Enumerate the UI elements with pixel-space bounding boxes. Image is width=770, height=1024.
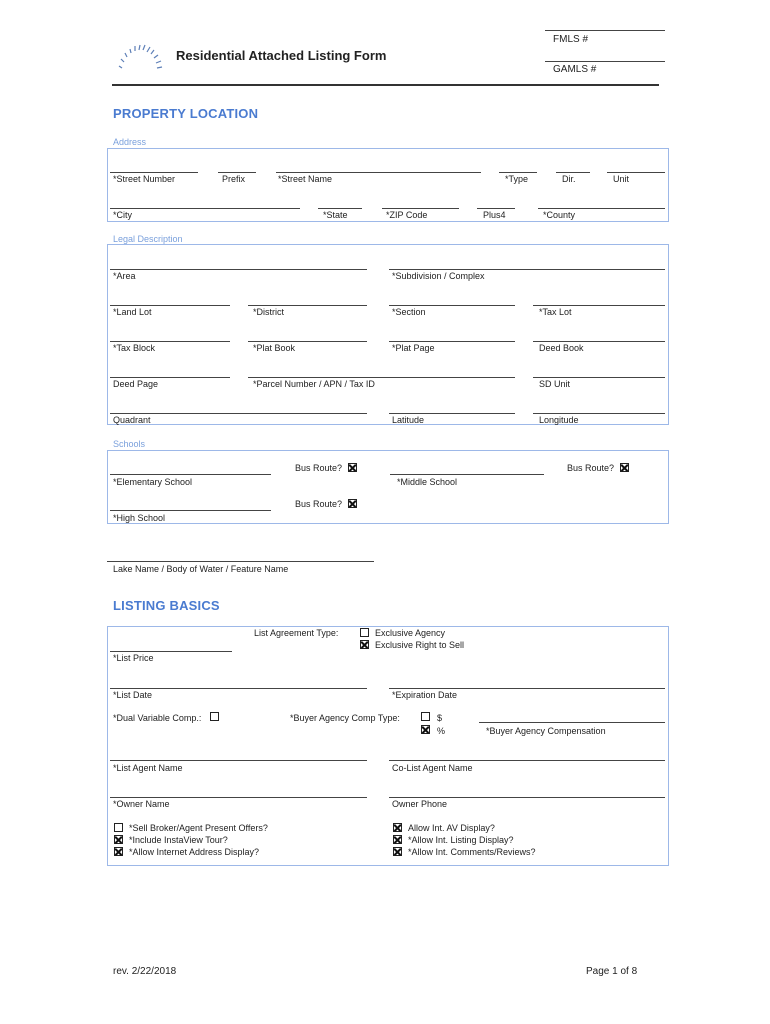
zip-field[interactable] bbox=[382, 208, 459, 209]
page-number: Page 1 of 8 bbox=[586, 966, 638, 977]
sell-broker-label: *Sell Broker/Agent Present Offers? bbox=[129, 823, 268, 833]
district-field[interactable] bbox=[248, 305, 367, 306]
high-school-label: *High School bbox=[113, 513, 166, 523]
expiration-date-field[interactable] bbox=[389, 688, 665, 689]
street-number-label: *Street Number bbox=[113, 174, 176, 184]
street-number-field[interactable] bbox=[110, 172, 198, 173]
comments-reviews-label: *Allow Int. Comments/Reviews? bbox=[408, 847, 536, 857]
elementary-school-field[interactable] bbox=[110, 474, 271, 475]
deed-book-label: Deed Book bbox=[539, 343, 584, 353]
subdivision-field[interactable] bbox=[389, 269, 665, 270]
av-display-checkbox[interactable] bbox=[393, 823, 402, 832]
dollar-label: $ bbox=[437, 713, 443, 723]
internet-address-label: *Allow Internet Address Display? bbox=[129, 847, 260, 857]
list-agent-field[interactable] bbox=[110, 760, 367, 761]
header-rule bbox=[112, 84, 659, 86]
district-label: *District bbox=[253, 307, 284, 317]
elementary-bus-route-label: Bus Route? bbox=[295, 463, 343, 473]
dir-label: Dir. bbox=[562, 174, 576, 184]
type-label: *Type bbox=[505, 174, 529, 184]
exclusive-agency-label: Exclusive Agency bbox=[375, 628, 446, 638]
sell-broker-checkbox[interactable] bbox=[114, 823, 123, 832]
listing-basics-title: LISTING BASICS bbox=[113, 598, 220, 613]
high-bus-route-label: Bus Route? bbox=[295, 499, 343, 509]
plat-book-field[interactable] bbox=[248, 341, 367, 342]
instaview-checkbox[interactable] bbox=[114, 835, 123, 844]
middle-school-field[interactable] bbox=[390, 474, 544, 475]
tax-lot-field[interactable] bbox=[533, 305, 665, 306]
high-bus-route-checkbox[interactable] bbox=[348, 499, 357, 508]
land-lot-label: *Land Lot bbox=[113, 307, 152, 317]
percent-checkbox[interactable] bbox=[421, 725, 430, 734]
quadrant-label: Quadrant bbox=[113, 415, 151, 425]
exclusive-agency-checkbox[interactable] bbox=[360, 628, 369, 637]
state-label: *State bbox=[323, 210, 348, 220]
list-agreement-type-label: List Agreement Type: bbox=[254, 628, 339, 638]
owner-name-field[interactable] bbox=[110, 797, 367, 798]
city-label: *City bbox=[113, 210, 133, 220]
county-field[interactable] bbox=[538, 208, 665, 209]
latitude-field[interactable] bbox=[389, 413, 515, 414]
lake-name-label: Lake Name / Body of Water / Feature Name bbox=[113, 564, 289, 574]
unit-label: Unit bbox=[613, 174, 630, 184]
area-label: *Area bbox=[113, 271, 136, 281]
subdivision-label: *Subdivision / Complex bbox=[392, 271, 485, 281]
middle-bus-route-checkbox[interactable] bbox=[620, 463, 629, 472]
buyer-agency-comp-label: *Buyer Agency Compensation bbox=[486, 726, 606, 736]
longitude-label: Longitude bbox=[539, 415, 579, 425]
section-label: *Section bbox=[392, 307, 426, 317]
schools-label: Schools bbox=[113, 439, 146, 449]
buyer-agency-comp-field[interactable] bbox=[479, 722, 665, 723]
tax-block-field[interactable] bbox=[110, 341, 230, 342]
county-label: *County bbox=[543, 210, 576, 220]
high-school-field[interactable] bbox=[110, 510, 271, 511]
type-field[interactable] bbox=[499, 172, 537, 173]
fmls-label: FMLS # bbox=[553, 34, 589, 45]
deed-page-field[interactable] bbox=[110, 377, 230, 378]
listing-display-checkbox[interactable] bbox=[393, 835, 402, 844]
deed-page-label: Deed Page bbox=[113, 379, 159, 389]
lake-name-field[interactable] bbox=[107, 561, 374, 562]
middle-bus-route-label: Bus Route? bbox=[567, 463, 615, 473]
internet-address-checkbox[interactable] bbox=[114, 847, 123, 856]
elementary-bus-route-checkbox[interactable] bbox=[348, 463, 357, 472]
plat-page-field[interactable] bbox=[389, 341, 515, 342]
list-date-field[interactable] bbox=[110, 688, 367, 689]
instaview-label: *Include InstaView Tour? bbox=[129, 835, 228, 845]
exclusive-right-checkbox[interactable] bbox=[360, 640, 369, 649]
prefix-label: Prefix bbox=[222, 174, 246, 184]
area-field[interactable] bbox=[110, 269, 367, 270]
revision-date: rev. 2/22/2018 bbox=[113, 966, 177, 977]
owner-phone-field[interactable] bbox=[389, 797, 665, 798]
list-price-field[interactable] bbox=[110, 651, 232, 652]
dual-variable-checkbox[interactable] bbox=[210, 712, 219, 721]
form-title: Residential Attached Listing Form bbox=[176, 48, 387, 63]
gamls-label: GAMLS # bbox=[553, 64, 597, 75]
fmls-line bbox=[545, 30, 665, 31]
land-lot-field[interactable] bbox=[110, 305, 230, 306]
plat-book-label: *Plat Book bbox=[253, 343, 296, 353]
zip-label: *ZIP Code bbox=[386, 210, 428, 220]
list-price-label: *List Price bbox=[113, 653, 154, 663]
latitude-label: Latitude bbox=[392, 415, 425, 425]
street-name-field[interactable] bbox=[276, 172, 481, 173]
parcel-field[interactable] bbox=[248, 377, 515, 378]
section-field[interactable] bbox=[389, 305, 515, 306]
co-list-agent-label: Co-List Agent Name bbox=[392, 763, 473, 773]
expiration-date-label: *Expiration Date bbox=[392, 690, 458, 700]
dir-field[interactable] bbox=[556, 172, 590, 173]
percent-label: % bbox=[437, 726, 446, 736]
company-logo-icon bbox=[116, 42, 164, 70]
av-display-label: Allow Int. AV Display? bbox=[408, 823, 495, 833]
elementary-school-label: *Elementary School bbox=[113, 477, 193, 487]
owner-name-label: *Owner Name bbox=[113, 799, 170, 809]
street-name-label: *Street Name bbox=[278, 174, 333, 184]
dual-variable-label: *Dual Variable Comp.: bbox=[113, 713, 202, 723]
schools-box bbox=[107, 450, 669, 524]
sd-unit-field[interactable] bbox=[533, 377, 665, 378]
legal-description-box bbox=[107, 244, 669, 425]
state-field[interactable] bbox=[318, 208, 362, 209]
middle-school-label: *Middle School bbox=[397, 477, 458, 487]
plus4-label: Plus4 bbox=[483, 210, 506, 220]
address-label: Address bbox=[113, 137, 147, 147]
prefix-field[interactable] bbox=[218, 172, 256, 173]
city-field[interactable] bbox=[110, 208, 300, 209]
sd-unit-label: SD Unit bbox=[539, 379, 571, 389]
list-agent-label: *List Agent Name bbox=[113, 763, 183, 773]
tax-lot-label: *Tax Lot bbox=[539, 307, 572, 317]
comments-reviews-checkbox[interactable] bbox=[393, 847, 402, 856]
unit-field[interactable] bbox=[607, 172, 665, 173]
listing-display-label: *Allow Int. Listing Display? bbox=[408, 835, 514, 845]
property-location-title: PROPERTY LOCATION bbox=[113, 106, 259, 121]
gamls-line bbox=[545, 61, 665, 62]
tax-block-label: *Tax Block bbox=[113, 343, 156, 353]
dollar-checkbox[interactable] bbox=[421, 712, 430, 721]
legal-description-label: Legal Description bbox=[113, 234, 183, 244]
list-date-label: *List Date bbox=[113, 690, 153, 700]
exclusive-right-label: Exclusive Right to Sell bbox=[375, 640, 465, 650]
quadrant-field[interactable] bbox=[110, 413, 367, 414]
buyer-agency-comp-type-label: *Buyer Agency Comp Type: bbox=[290, 713, 400, 723]
longitude-field[interactable] bbox=[533, 413, 665, 414]
deed-book-field[interactable] bbox=[533, 341, 665, 342]
co-list-agent-field[interactable] bbox=[389, 760, 665, 761]
owner-phone-label: Owner Phone bbox=[392, 799, 448, 809]
plus4-field[interactable] bbox=[477, 208, 515, 209]
parcel-label: *Parcel Number / APN / Tax ID bbox=[253, 379, 375, 389]
plat-page-label: *Plat Page bbox=[392, 343, 435, 353]
